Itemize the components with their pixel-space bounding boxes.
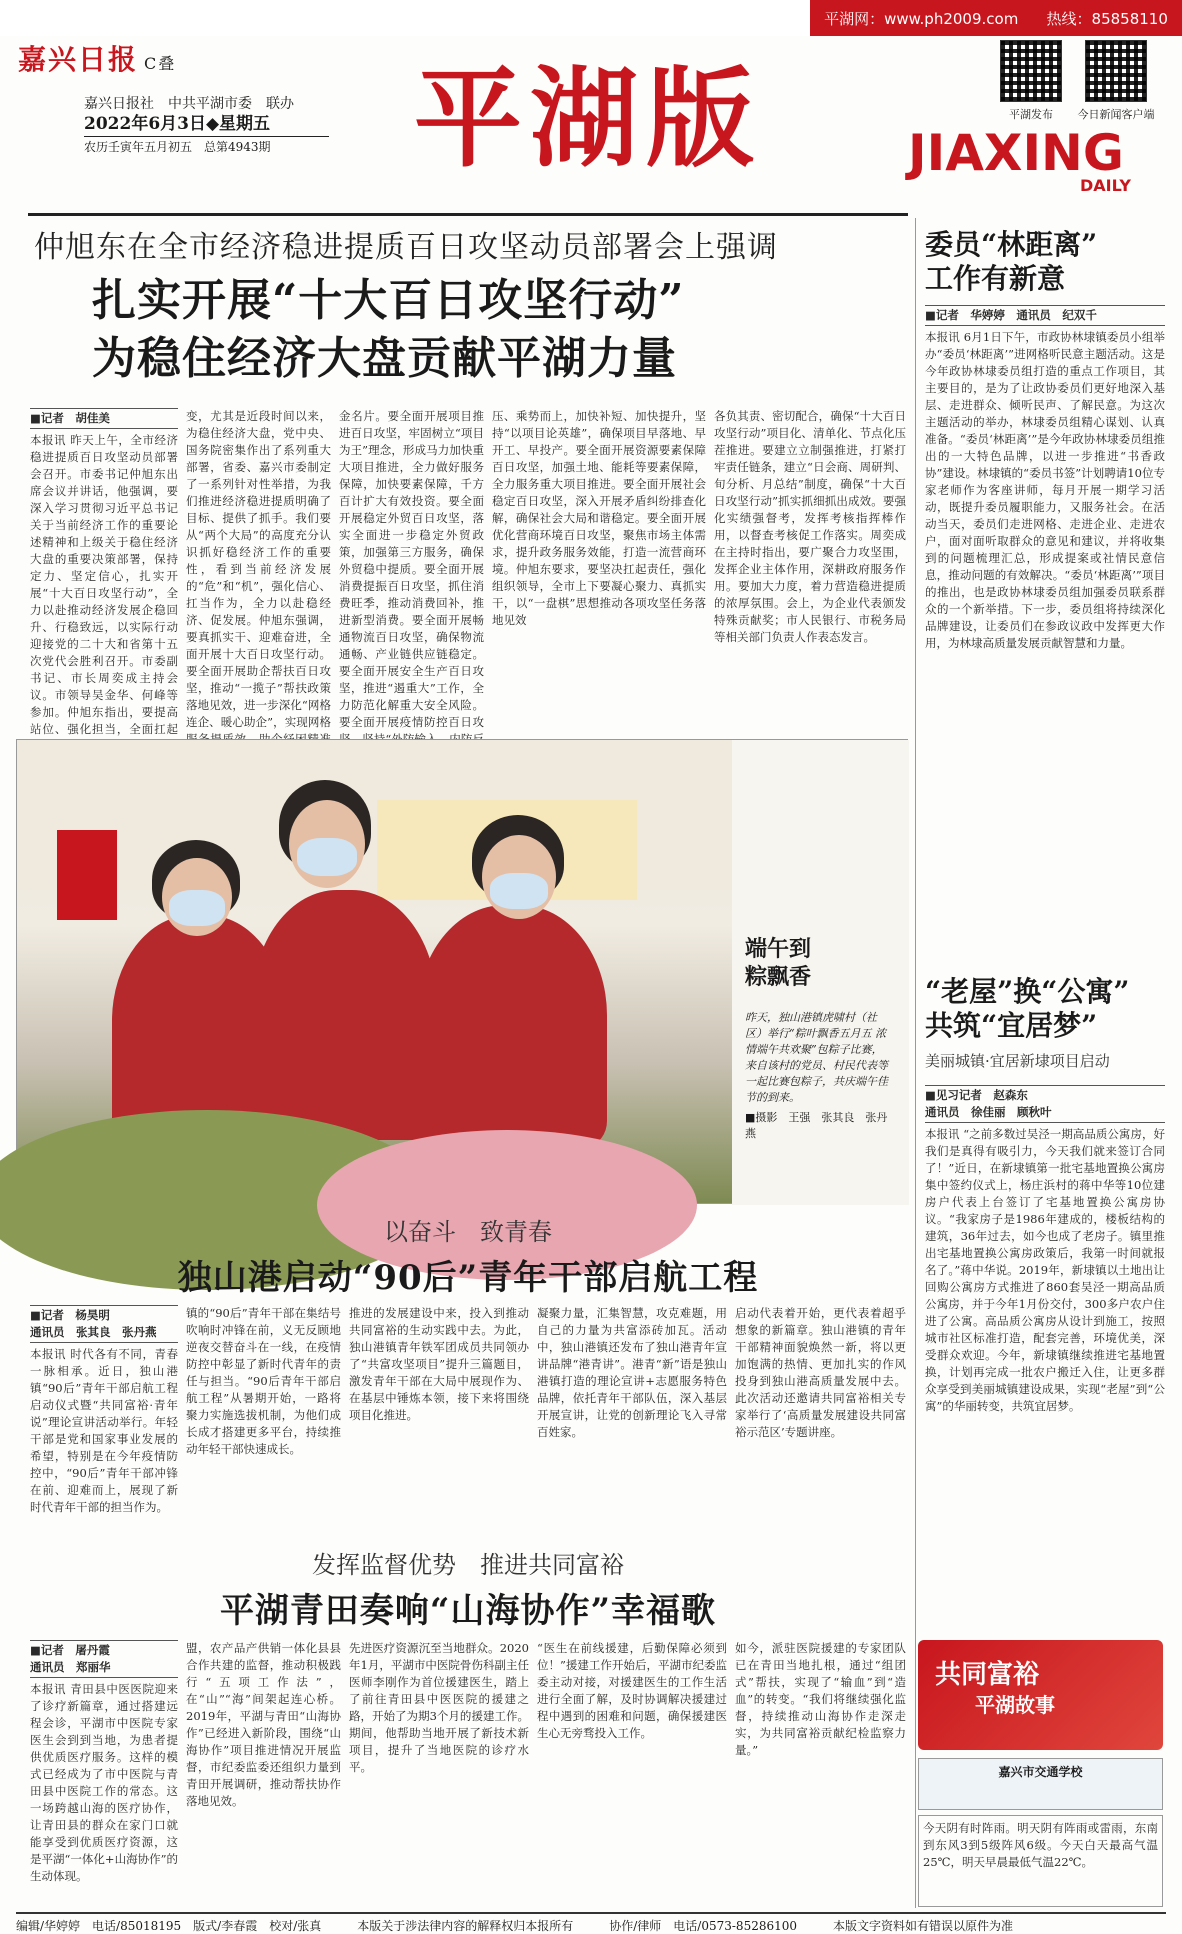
masthead-info (84, 94, 329, 157)
site-url[interactable]: 平湖网：www.ph2009.com (824, 9, 1019, 28)
story2-col-3: 推进的发展建设中来，投入到推动共同富裕的生动实践中去。为此，独山港镇青年铁军团成员共同领办了“共富攻坚项目”提升三篇题目，激发青年干部在大局中展现作为、在基层中锤炼本领，接下来将围绕项目化推进。 (349, 1306, 529, 1422)
newspaper-logo (18, 38, 176, 78)
story3-col-4: “医生在前线援建，后勤保障必须到位！”援建工作开始后，平湖市纪委监委主动对接，对援建医生的工作生活进行全面了解，及时协调解决援建过程中遇到的困难和问题，确保援建医生心无旁骛投入工作。 (537, 1641, 727, 1740)
side2-line2: 共筑“宜居梦” (925, 1009, 1098, 1042)
lead-kicker: 仲旭东在全市经济稳进提质百日攻坚动员部署会上强调 (34, 230, 778, 265)
lead-byline: ■记者 胡佳美 (30, 408, 178, 429)
side1-headline[interactable] (925, 228, 1165, 296)
side1-line2: 工作有新意 (925, 262, 1066, 295)
story2-headline[interactable]: 独山港启动“90后”青年干部启航工程 (177, 1258, 759, 1298)
sponsor-name: 嘉兴市交通学校 (998, 1765, 1083, 1779)
mask-icon (297, 838, 357, 876)
flag-icon (57, 830, 117, 920)
story3-headline[interactable]: 平湖青田奏响“山海协作”幸福歌 (219, 1591, 717, 1631)
ad-text (935, 1660, 1055, 1720)
lead-col-2: 变，尤其是近段时间以来，为稳住经济大盘，党中央、国务院密集作出了系列重大部署，省委、嘉兴市委制定了一系列针对性举措，为我们推进经济稳进提质明确了目标、提供了抓手。我们要从“两个大局”的高度充分认识抓好稳经济工作的重要性，看到当前经济发展的“危”和“机”，强化信心、扛当作为，全力以赴稳经济、促发展。仲旭东强调，要真抓实干、迎难奋进，全面开展十大百日攻坚行动。要全面开展助企帮扶百日攻坚，推动“一揽子”帮扶政策落地见效，进一步深化“网格连企、暖心助企”，实现网格 (186, 409, 331, 729)
issue-date: 2022年6月3日◆星期五 (84, 114, 329, 137)
side2-body (925, 1085, 1165, 1633)
person-2 (252, 890, 437, 1140)
lead-col-1 (30, 408, 178, 736)
story2-col-5: 启动代表着开始，更代表着超乎想象的新篇章。独山港镇的青年干部精神面貌焕然一新，将以更加饱满的热情、更加扎实的作风投身到独山港高质量发展中去。此次活动还邀请共同富裕相关专家举行了‘高质量发展建设共同富裕示范区’专题讲座。 (735, 1306, 906, 1439)
top-bar-red (810, 0, 1182, 36)
qr-code-1[interactable] (1000, 40, 1062, 102)
column-rule (915, 218, 916, 1908)
photo-title (745, 935, 900, 991)
top-bar (0, 0, 1182, 36)
photo-credit: ■摄影 王强 张其良 张丹燕 (745, 1111, 888, 1140)
weather-sponsor (918, 1758, 1163, 1810)
story2-col-1 (30, 1305, 178, 1537)
photo-caption (745, 1010, 893, 1142)
side2-subtitle: 美丽城镇·宜居新埭项目启动 (925, 1052, 1110, 1070)
edition-title: 平湖版 (414, 56, 763, 182)
story2-byline (30, 1305, 178, 1343)
side1-body (925, 305, 1165, 965)
story2-text: 本报讯 时代各有不同，青春一脉相承。近日，独山港镇“90后”青年干部启航工程启动仪式暨“共同富裕·青年说”理论宣讲活动举行。年轻干部是党和国家事业发展的希望，特别是在今年疫情防控中，“90后”青年干部冲锋在前、迎难而上，展现了新时代青年干部的担当作为。 (30, 1347, 178, 1514)
story3-col-1 (30, 1640, 178, 1902)
lead-headline-line2: 为稳住经济大盘贡献平湖力量 (92, 333, 677, 384)
side2-text: 本报讯 “之前多数过吴泾一期高品质公寓房，好我们是真得有吸引力，今天我们就来签订合同了！”近日，在新埭镇第一批宅基地置换公寓房集中签约仪式上，杨庄浜村的蒋中华等10位建房户代表上台签订了宅基地置换公寓房协议。“我家房子是1986年建成的，楼板结构的建筑，36年过去，如今也成了老房子。镇里推出宅基地置换公寓房政策后，我第一时间就报名了。”蒋中华说。2019年，新埭镇以土地出让回购公寓房方式推进了860套吴泾一期高品质公寓房，并于今年1月份交付，300多户农户住进了公寓。高品质公寓房从设计到施工，按照城市社区标准打造，配套完善，环境优美，深受群众欢迎。今年，新埭镇继续推进宅基地置换，计划再完成一批农户搬迁入住，让更多群众享受到美丽城镇建设成果，实现“老屋”到“公寓”的华丽转变，共筑宜居梦。 (925, 1127, 1165, 1413)
byline-1: ■记者 杨昊明 (30, 1308, 110, 1322)
byline-1: ■记者 屠丹霞 (30, 1643, 110, 1657)
side2-headline[interactable] (925, 975, 1165, 1043)
lead-headline[interactable] (92, 272, 892, 388)
lead-col-4: 压、乘势而上，加快补短、加快提升，坚持“以项目论英雄”，确保项目早落地、早开工、早投产。要全面开展资源要素保障百日攻坚，加强土地、能耗等要素保障，全力服务重大项目推进。要全面开展社会稳定百日攻坚，深入开展矛盾纠纷排查化解，确保社会大局和谐稳定。要全面开展优化营商环境百日攻坚，聚焦市场主体需求，提升政务服务效能，打造一流营商环境。仲旭东要求，要坚决扛起责任，强化组织领导，全市上下要凝心聚力、真抓实干，以“一盘棋”思想推动各项攻坚任务落地见效 (492, 409, 706, 627)
photo-title-line1: 端午到 (745, 936, 812, 962)
person-3 (417, 905, 607, 1145)
caption-text: 昨天，独山港镇虎啸村（社区）举行“粽叶飘香五月五 浓情端午共欢聚”包粽子比赛，来自该村的党员、村民代表等一起比赛包粽子，共庆端午佳节的到来。 (745, 1011, 888, 1104)
lead-col-3: 金名片。要全面开展项目推进百日攻坚，牢固树立“项目为王”理念，形成马力加快重大项目推进，全力做好服务保障，加快要素保障，千方百计扩大有效投资。要全面开展稳定外贸百日攻坚，落实全面进一步稳定外贸政策，加强第三方服务，确保外贸稳中提质。要全面开展消费提振百日攻坚，抓住消费旺季，推动消费回补，推进新型消费。要全面开展畅通物流百日攻坚，确保物流通畅、产业链供应链稳定。要全面开展安全生产百日攻坚，推进“遏重大”工作，全力防范化解重大安全风险。要全面开展疫情防控百日攻 (339, 409, 484, 729)
story3-byline (30, 1640, 178, 1678)
photo-title-line2: 粽飘香 (745, 964, 812, 990)
story3-col-5: 如今，派驻医院援建的专家团队已在青田当地扎根，通过“组团式”帮扶，实现了“输血”到“造血”的转变。“我们将继续强化监督，持续推动山海协作走深走实，为共同富裕贡献纪检监察力量。” (735, 1641, 906, 1757)
qr-code-2[interactable] (1085, 40, 1147, 102)
qr-icon (1085, 40, 1147, 102)
byline-2: 通讯员 张其良 张丹燕 (30, 1325, 157, 1339)
story3-kicker: 发挥监督优势 推进共同富裕 (312, 1551, 624, 1579)
qr-icon (1000, 40, 1062, 102)
side1-line1: 委员“林距离” (925, 228, 1098, 261)
story3-text: 本报讯 青田县中医医院迎来了诊疗新篇章，通过搭建远程会诊，平湖市中医院专家医生会到到当地，为患者提供优质医疗服务。这样的模式已经成为了市中医院与青田县中医院工作的常态。这一场跨越山海的医疗协作，让青田县的群众在家门口就能享受到优质医疗资源，这是平湖“一体化+山海协作”的生动体现。 (30, 1682, 178, 1883)
story3-col-3: 先进医疗资源沉至当地群众。2020年1月，平湖市中医院骨伤科副主任医师李刚作为首位援建医生，踏上了前往青田县中医医院的援建之路，开始了为期3个月的援建工作。期间，他帮助当地开展了新技术新项目，提升了当地医院的诊疗水平。 (349, 1641, 529, 1774)
side1-byline: ■记者 华婷婷 通讯员 纪双千 (925, 305, 1165, 326)
divider (28, 213, 908, 216)
byline-2: 通讯员 郑丽华 (30, 1660, 111, 1674)
lead-col-5: 各负其责、密切配合，确保“十大百日攻坚行动”项目化、清单化、节点化压茬推进。要建立立制强推进，打紧打牢责任链条，建立“日会商、周研判、旬分析、月总结”制度，确保“十大百日攻坚行动”抓实抓细抓出成效。要强化实绩强督考，发挥考核指挥棒作用，以督查考核促工作落实。周奕成在主持时指出，要广聚合力攻坚围，发挥企业主体作用，深耕政府服务作用。要加大力度，着力营造稳进提质的浓厚氛围。会上，为企业代表颁发特殊贡献奖；市人民银行、市税务局等相关部门负责人作表态发言。 (714, 409, 906, 644)
story2-kicker: 以奋斗 致青春 (384, 1218, 552, 1246)
story2-col-2: 镇的“90后”青年干部在集结号吹响时冲锋在前，义无反顾地逆夜交替奋斗在一线，在疫情防控中彰显了新时代青年的责任与担当。“90后青年干部启航工程”从暑期开始，一路将聚力实施选拔机制，为他们成长成才搭建更多平台，持续推动年轻干部快速成长。 (186, 1306, 341, 1456)
sponsors: 嘉兴日报社 中共平湖市委 联办 (84, 96, 294, 112)
qr-label-2: 今日新闻客户端 (1077, 108, 1155, 121)
story3-col-2: 盟，农产品产供销一体化县县合作共建的监督，推动积极践行“五项工作法”，在“山”“海”间架起连心桥。2019年，平湖与青田“山海协作”已经进入新阶段，围绕“山海协作”项目推进情况开展监督，市纪委监委还组织力量到青田开展调研，推动帮扶协作落地见效。 (186, 1641, 341, 1808)
side2-byline (925, 1085, 1165, 1123)
logo-sub: C叠 (144, 54, 177, 73)
side1-text: 本报讯 6月1日下午，市政协林埭镇委员小组举办“委员‘林距离’”进网格听民意主题活动。这是今年政协林埭委员组打造的重点工作项目，其主要目的，是为了让政协委员们更好地深入基层、走进群众、倾听民声、了解民意。为这次主题活动的举办，林埭委员组精心谋划、认真准备。“委员‘林距离’”是今年政协林埭委员组推出的一大特色品牌，以进一步推进“书香政协”建设。林埭镇的“委员书签”计划聘请10位专家老师作为客座讲师，每月开展一期学习活动，既提升委员履职能力，又服务社会。在活动当天，委员们走进网格、走进企业、走进农户，面对面听取群众的意见和建议，并将收集到的问题梳理汇总，形成提案或社情民意信息，推动问题的有效解决。“委员‘林距离’”项目的推出，也是政协林埭委员组加强委员联系群众的一个新举措。下一步，委员组将持续深化品牌建设，让委员们在参政议政中发挥更大作用，为林埭高质量发展贡献智慧和力量。 (925, 330, 1165, 650)
hotline: 热线：85858110 (1046, 9, 1168, 28)
qr-label-1: 平湖发布 (1009, 108, 1053, 121)
ad-line2: 平湖故事 (975, 1693, 1055, 1717)
brand-logo: JIAXING (908, 124, 1124, 182)
byline-2: 通讯员 徐佳丽 顾秋叶 (925, 1105, 1052, 1119)
lead-headline-line1: 扎实开展“十大百日攻坚行动” (92, 275, 685, 326)
lead-text: 本报讯 昨天上午，全市经济稳进提质百日攻坚动员部署会召开。市委书记仲旭东出席会议并讲话，他强调，要深入学习贯彻习近平总书记关于当前经济工作的重要论述精神和上级关于稳住经济大盘的重要决策部署，保持定力、坚定信心，扎实开展“十大百日攻坚行动”，全力以赴推动经济发展企稳回升、行稳致远，以实际行动迎接党的二十大和省第十五次党代会胜利召开。市委副书记、市长周奕成主持会议。市领导吴金华、何峰等参加。仲旭东指出，要提高站位、强化担当，全面扛起 (30, 433, 178, 736)
brand-daily: DAILY (1080, 176, 1131, 195)
footer: 编辑/华婷婷 电话/85018195 版式/李春霞 校对/张真 本版关于涉法律内容的解释权归本报所有 协作/律师 电话/0573-85286100 本版文字资料如有错误以原件为准 (16, 1912, 1166, 1934)
lunar-date: 农历壬寅年五月初五 总第4943期 (84, 140, 271, 154)
logo-text: 嘉兴日报 (18, 43, 139, 76)
weather-forecast: 今天阴有时阵雨。明天阴有阵雨或雷雨，东南到东风3到5级阵风6级。今天白天最高气温25℃，明天早晨最低气温22℃。 (918, 1815, 1163, 1907)
ad-line1: 共同富裕 (935, 1660, 1040, 1690)
side2-line1: “老屋”换“公寓” (925, 975, 1130, 1008)
mask-icon (490, 873, 548, 909)
byline-1: ■见习记者 赵森东 (925, 1088, 1028, 1102)
story2-col-4: 凝聚力量，汇集智慧，攻克难题，用自己的力量为共富添砖加瓦。活动中，独山港镇还发布了独山港青年宣讲品牌“港青讲”。港青“新”语是独山港镇打造的理论宣讲+志愿服务特色品牌，依托青年干部队伍，深入基层开展宣讲，让党的创新理论飞入寻常百姓家。 (537, 1306, 727, 1439)
mask-icon (169, 890, 225, 926)
